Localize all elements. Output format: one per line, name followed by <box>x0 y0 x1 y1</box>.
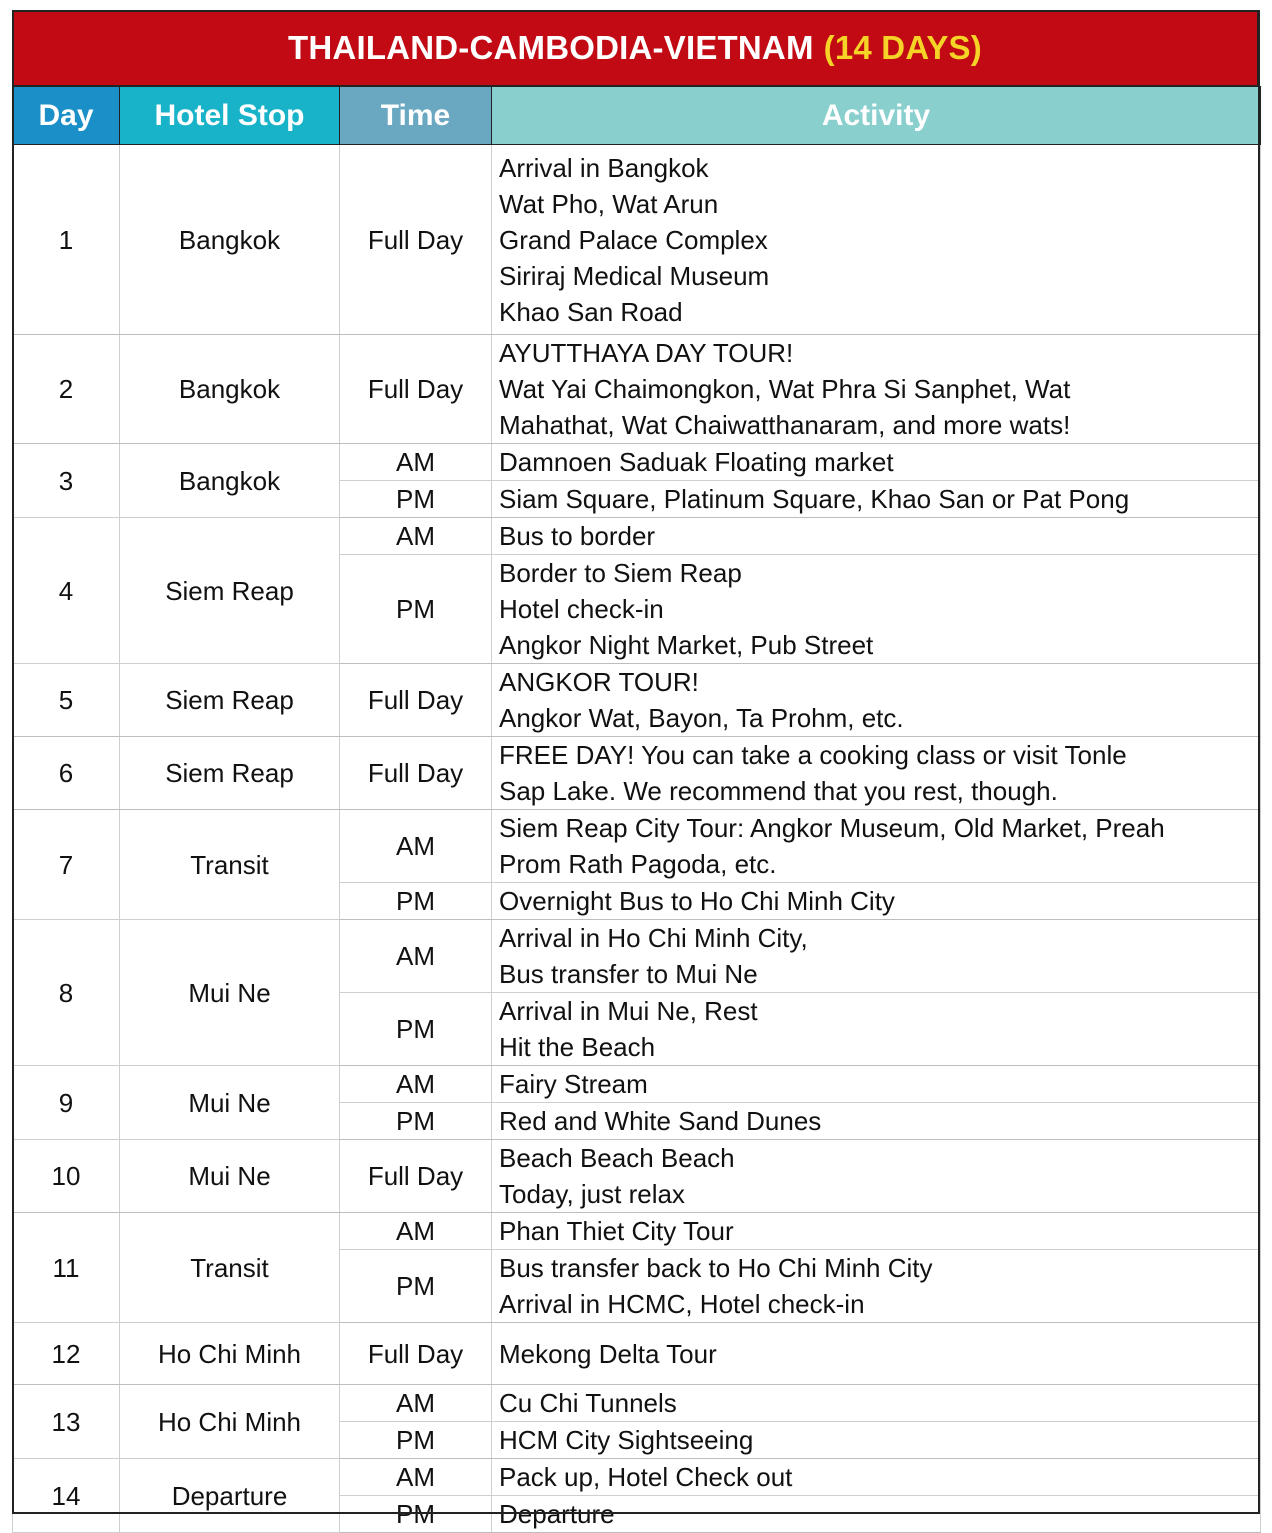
day-number: 14 <box>13 1459 120 1533</box>
hotel-stop: Ho Chi Minh <box>120 1323 340 1385</box>
activity-line: Arrival in Bangkok <box>499 152 709 183</box>
activity-line: Wat Yai Chaimongkon, Wat Phra Si Sanphet, Wat <box>499 374 1071 404</box>
activity-line: Wat Pho, Wat Arun <box>499 188 719 219</box>
day-number: 13 <box>13 1385 120 1459</box>
activity-line: Siam Square, Platinum Square, Khao San or Pat Pong <box>499 484 1130 514</box>
table-row <box>13 1323 1261 1385</box>
time-slot: AM <box>340 1459 492 1496</box>
day-number: 4 <box>13 518 120 664</box>
activity-line: Beach Beach Beach <box>499 1143 735 1173</box>
day-number: 7 <box>13 810 120 920</box>
hotel-stop: Siem Reap <box>120 518 340 664</box>
activity-line: Departure <box>499 1499 615 1529</box>
day-number: 11 <box>13 1213 120 1323</box>
activity-line: Cu Chi Tunnels <box>499 1388 677 1418</box>
activity-cell <box>492 555 1261 664</box>
activity-line: Siriraj Medical Museum <box>499 260 770 291</box>
column-header-day: Day <box>13 87 120 145</box>
activity-line: Sap Lake. We recommend that you rest, though. <box>499 776 1058 806</box>
day-number: 6 <box>13 737 120 810</box>
itinerary-title <box>12 10 1258 86</box>
table-row <box>13 810 1261 883</box>
activity-line: Red and White Sand Dunes <box>499 1106 822 1136</box>
hotel-stop: Transit <box>120 810 340 920</box>
header-row <box>13 87 1261 145</box>
hotel-stop: Bangkok <box>120 145 340 335</box>
day-number: 8 <box>13 920 120 1066</box>
table-row <box>13 1213 1261 1250</box>
title-duration: (14 DAYS) <box>823 29 982 66</box>
day-number: 1 <box>13 145 120 335</box>
activity-line: Arrival in Mui Ne, Rest <box>499 996 758 1026</box>
activity-line: Phan Thiet City Tour <box>499 1216 734 1246</box>
table-row <box>13 1140 1261 1213</box>
activity-line: Hotel check-in <box>499 594 664 624</box>
table-row <box>13 145 1261 335</box>
day-number: 3 <box>13 444 120 518</box>
time-slot: PM <box>340 1422 492 1459</box>
activity-line: Bus transfer back to Ho Chi Minh City <box>499 1253 933 1283</box>
time-slot: AM <box>340 518 492 555</box>
time-slot: Full Day <box>340 664 492 737</box>
day-number: 5 <box>13 664 120 737</box>
table-row <box>13 444 1261 481</box>
activity-cell <box>492 1103 1261 1140</box>
time-slot: AM <box>340 444 492 481</box>
activity-line: Bus to border <box>499 521 656 551</box>
activity-cell <box>492 883 1261 920</box>
time-slot: PM <box>340 481 492 518</box>
table-row <box>13 664 1261 737</box>
itinerary-sheet <box>12 10 1260 1529</box>
day-number: 9 <box>13 1066 120 1140</box>
activity-cell <box>492 1422 1261 1459</box>
table-row <box>13 335 1261 444</box>
activity-line: Arrival in HCMC, Hotel check-in <box>499 1289 865 1319</box>
activity-cell <box>492 335 1261 444</box>
column-header-time: Time <box>340 87 492 145</box>
activity-line: FREE DAY! You can take a cooking class or visit Tonle <box>499 740 1127 770</box>
time-slot: PM <box>340 555 492 664</box>
time-slot: PM <box>340 993 492 1066</box>
time-slot: AM <box>340 1066 492 1103</box>
activity-cell <box>492 1496 1261 1533</box>
time-slot: PM <box>340 1250 492 1323</box>
activity-line: ANGKOR TOUR! <box>499 667 699 697</box>
itinerary-table <box>12 86 1261 1533</box>
activity-line: Border to Siem Reap <box>499 558 742 588</box>
activity-line: Grand Palace Complex <box>499 224 768 255</box>
activity-cell <box>492 1385 1261 1422</box>
time-slot: AM <box>340 1385 492 1422</box>
activity-line: Overnight Bus to Ho Chi Minh City <box>499 886 895 916</box>
hotel-stop: Ho Chi Minh <box>120 1385 340 1459</box>
time-slot: PM <box>340 1103 492 1140</box>
activity-line: Angkor Night Market, Pub Street <box>499 630 874 660</box>
activity-line: Hit the Beach <box>499 1032 656 1062</box>
activity-cell <box>492 518 1261 555</box>
title-main: THAILAND-CAMBODIA-VIETNAM <box>288 29 814 66</box>
activity-cell <box>492 1459 1261 1496</box>
activity-cell <box>492 1250 1261 1323</box>
table-row <box>13 737 1261 810</box>
column-header-activity: Activity <box>492 87 1261 145</box>
activity-cell <box>492 1140 1261 1213</box>
time-slot: AM <box>340 810 492 883</box>
activity-cell <box>492 444 1261 481</box>
activity-line: Mahathat, Wat Chaiwatthanaram, and more wats! <box>499 410 1071 440</box>
activity-cell <box>492 993 1261 1066</box>
activity-line: Arrival in Ho Chi Minh City, <box>499 923 808 953</box>
day-number: 10 <box>13 1140 120 1213</box>
activity-cell <box>492 664 1261 737</box>
activity-line: Today, just relax <box>499 1179 685 1209</box>
activity-cell <box>492 810 1261 883</box>
time-slot: AM <box>340 920 492 993</box>
table-row <box>13 920 1261 993</box>
time-slot: Full Day <box>340 145 492 335</box>
hotel-stop: Mui Ne <box>120 1140 340 1213</box>
activity-line: Damnoen Saduak Floating market <box>499 447 894 477</box>
activity-line: AYUTTHAYA DAY TOUR! <box>499 338 794 368</box>
table-row <box>13 1385 1261 1422</box>
day-number: 2 <box>13 335 120 444</box>
activity-line: Fairy Stream <box>499 1069 648 1099</box>
time-slot: PM <box>340 883 492 920</box>
table-row <box>13 1066 1261 1103</box>
hotel-stop: Mui Ne <box>120 1066 340 1140</box>
activity-line: Pack up, Hotel Check out <box>499 1462 793 1492</box>
hotel-stop: Transit <box>120 1213 340 1323</box>
hotel-stop: Mui Ne <box>120 920 340 1066</box>
hotel-stop: Bangkok <box>120 444 340 518</box>
day-number: 12 <box>13 1323 120 1385</box>
column-header-hotel-stop: Hotel Stop <box>120 87 340 145</box>
activity-line: Angkor Wat, Bayon, Ta Prohm, etc. <box>499 703 904 733</box>
hotel-stop: Bangkok <box>120 335 340 444</box>
activity-cell <box>492 481 1261 518</box>
time-slot: Full Day <box>340 1323 492 1385</box>
table-row <box>13 518 1261 555</box>
activity-cell <box>492 1066 1261 1103</box>
hotel-stop: Departure <box>120 1459 340 1533</box>
activity-line: Siem Reap City Tour: Angkor Museum, Old Market, Preah <box>499 813 1165 843</box>
itinerary-body <box>13 145 1261 1533</box>
activity-line: HCM City Sightseeing <box>499 1425 754 1455</box>
table-row <box>13 1459 1261 1496</box>
hotel-stop: Siem Reap <box>120 737 340 810</box>
activity-line: Khao San Road <box>499 296 683 327</box>
time-slot: Full Day <box>340 737 492 810</box>
activity-cell <box>492 1213 1261 1250</box>
activity-line: Prom Rath Pagoda, etc. <box>499 849 777 879</box>
activity-cell <box>492 920 1261 993</box>
time-slot: PM <box>340 1496 492 1533</box>
time-slot: Full Day <box>340 1140 492 1213</box>
activity-line: Mekong Delta Tour <box>499 1338 717 1369</box>
activity-line: Bus transfer to Mui Ne <box>499 959 758 989</box>
activity-cell <box>492 737 1261 810</box>
time-slot: AM <box>340 1213 492 1250</box>
time-slot: Full Day <box>340 335 492 444</box>
activity-cell <box>492 1323 1261 1385</box>
hotel-stop: Siem Reap <box>120 664 340 737</box>
activity-cell <box>492 145 1261 335</box>
